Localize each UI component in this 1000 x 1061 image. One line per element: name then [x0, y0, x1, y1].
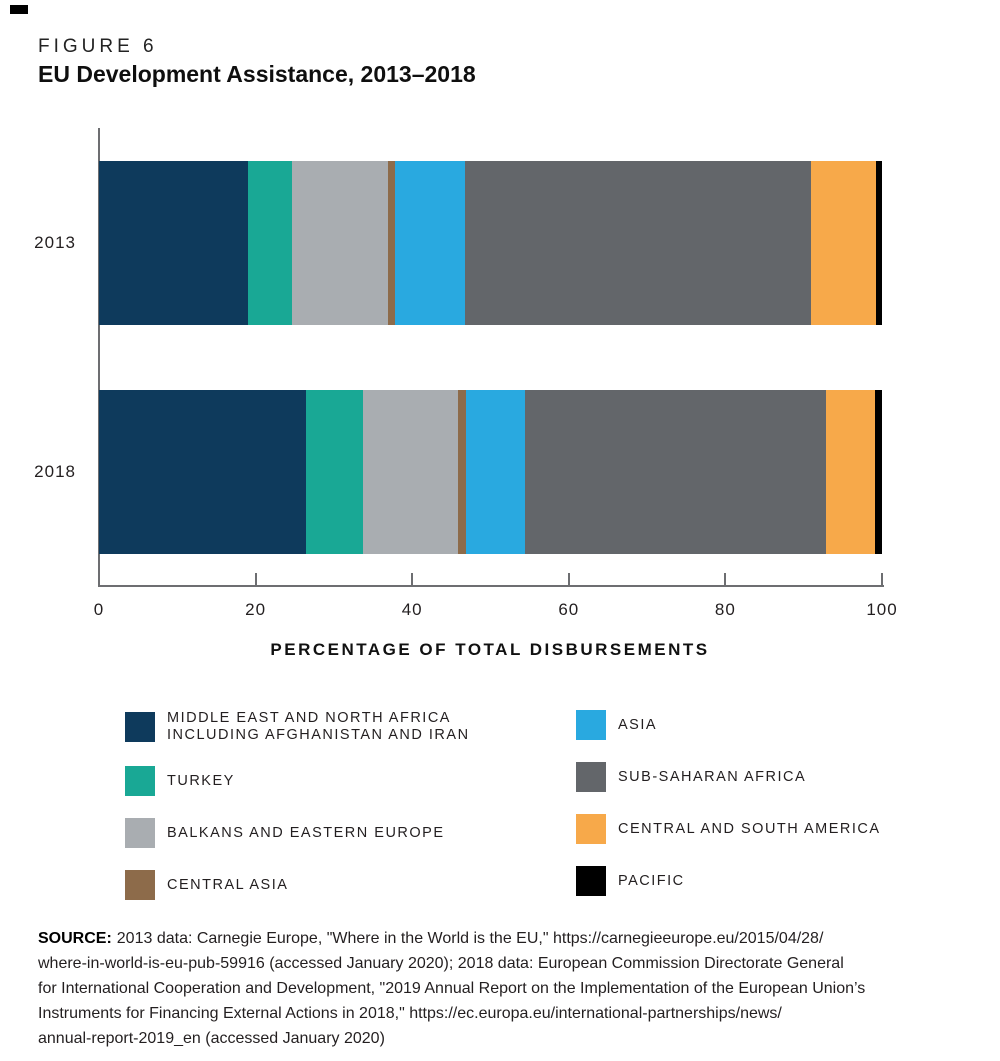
bar-segment-balkans-eastern-europe	[363, 390, 458, 554]
legend-label: CENTRAL AND SOUTH AMERICA	[618, 820, 881, 837]
legend	[0, 710, 1000, 910]
tick-label: 100	[866, 600, 898, 619]
tick-label: 20	[245, 600, 267, 619]
legend-swatch-balkans-eastern-europe	[125, 818, 155, 848]
bar-segment-central-south-america	[811, 161, 876, 325]
x-axis-line	[98, 585, 884, 587]
bar-segment-pacific	[875, 390, 882, 554]
page-title: EU Development Assistance, 2013–2018	[38, 61, 476, 87]
legend-swatch-asia	[576, 710, 606, 740]
source-line: for International Cooperation and Development, "2019 Annual Report on the Implementation of the European Union’s	[38, 980, 866, 997]
legend-swatch-central-asia	[125, 870, 155, 900]
bar-segment-turkey	[306, 390, 363, 554]
tick-label: 40	[401, 600, 423, 619]
legend-item	[125, 818, 470, 848]
source-line	[38, 926, 968, 951]
source-label: SOURCE:	[38, 930, 112, 947]
bar-segment-central-asia	[458, 390, 467, 554]
bar-segment-pacific	[876, 161, 881, 325]
bar-segment-asia	[395, 161, 465, 325]
bar-segment-balkans-eastern-europe	[292, 161, 388, 325]
tick-mark	[724, 573, 726, 585]
legend-swatch-pacific	[576, 866, 606, 896]
tick-label: 80	[714, 600, 736, 619]
year-label: 2013	[34, 233, 76, 252]
bar-segment-sub-saharan-africa	[465, 161, 812, 325]
legend-item	[576, 762, 881, 792]
tick-mark	[255, 573, 257, 585]
tick-label: 0	[93, 600, 105, 619]
source-line-text: 2013 data: Carnegie Europe, "Where in the World is the EU," https://carnegieeurope.eu/2015/04/28/	[116, 930, 824, 947]
bar-segment-middle-east-north-africa	[99, 390, 306, 554]
bar-segment-central-asia	[388, 161, 395, 325]
legend-label: BALKANS AND EASTERN EUROPE	[167, 824, 445, 841]
year-label: 2018	[34, 462, 76, 481]
legend-item	[125, 870, 470, 900]
legend-label: SUB-SAHARAN AFRICA	[618, 768, 807, 785]
tick-mark	[411, 573, 413, 585]
legend-label: TURKEY	[167, 772, 235, 789]
source-line: annual-report-2019_en (accessed January 2020)	[38, 1030, 385, 1047]
bar-segment-central-south-america	[826, 390, 875, 554]
legend-item	[576, 710, 881, 740]
source-line: where-in-world-is-eu-pub-59916 (accessed January 2020); 2018 data: European Commission Directorate General	[38, 955, 844, 972]
figure-marker	[10, 5, 28, 14]
bar-segment-middle-east-north-africa	[99, 161, 248, 325]
legend-item	[125, 766, 470, 796]
tick-label: 60	[558, 600, 580, 619]
legend-column	[125, 710, 470, 922]
chart	[0, 128, 1000, 673]
legend-label: CENTRAL ASIA	[167, 876, 289, 893]
legend-swatch-middle-east-north-africa	[125, 712, 155, 742]
legend-item	[576, 866, 881, 896]
bar-row-2013	[99, 161, 882, 325]
legend-item	[125, 710, 470, 744]
bar-row-2018	[99, 390, 882, 554]
source-note	[38, 926, 968, 1051]
source-line: Instruments for Financing External Actions in 2018," https://ec.europa.eu/international-partnerships/news/	[38, 1005, 782, 1022]
legend-label: MIDDLE EAST AND NORTH AFRICA INCLUDING AFGHANISTAN AND IRAN	[167, 710, 470, 743]
bar-segment-asia	[466, 390, 525, 554]
legend-swatch-turkey	[125, 766, 155, 796]
figure-label: FIGURE 6	[38, 36, 158, 57]
legend-column	[576, 710, 881, 918]
tick-mark	[881, 573, 883, 585]
legend-swatch-central-south-america	[576, 814, 606, 844]
tick-mark	[568, 573, 570, 585]
legend-label: ASIA	[618, 716, 658, 733]
bar-segment-sub-saharan-africa	[525, 390, 826, 554]
legend-swatch-sub-saharan-africa	[576, 762, 606, 792]
legend-item	[576, 814, 881, 844]
x-axis-title: PERCENTAGE OF TOTAL DISBURSEMENTS	[270, 640, 710, 659]
legend-label: PACIFIC	[618, 872, 685, 889]
bar-segment-turkey	[248, 161, 292, 325]
